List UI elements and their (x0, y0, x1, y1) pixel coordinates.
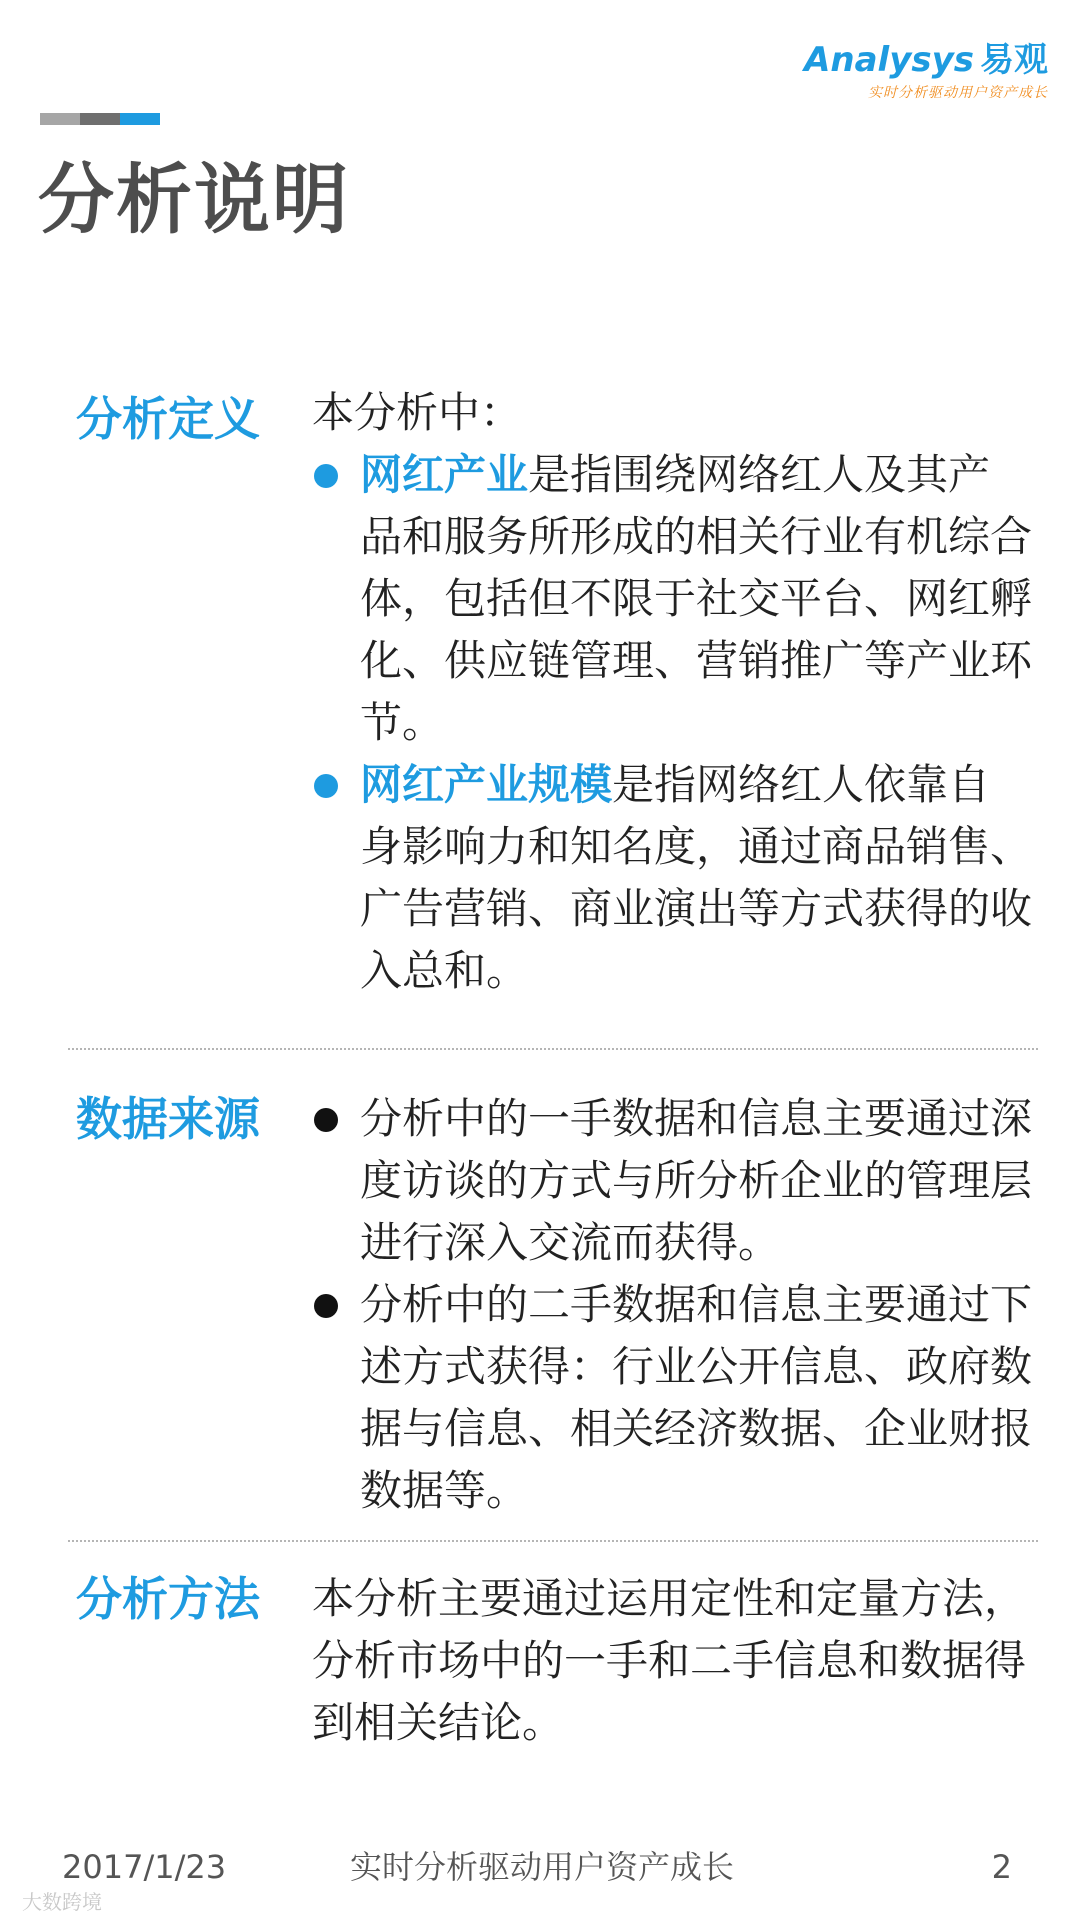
accent-bar-blue (120, 113, 160, 125)
source-item (312, 1088, 1032, 1274)
bullet-icon (314, 774, 338, 798)
footer-slogan: 实时分析驱动用户资产成长 (350, 1848, 735, 1886)
definition-item (312, 444, 1032, 754)
source-item (312, 1274, 1032, 1522)
definition-term: 网红产业规模 (360, 760, 613, 809)
section-label-source: 数据来源 (76, 1092, 260, 1146)
logo-wordmark (804, 40, 1048, 80)
section-divider (68, 1048, 1038, 1050)
definition-item (312, 754, 1032, 1002)
source-text: 分析中的二手数据和信息主要通过下述方式获得：行业公开信息、政府数据与信息、相关经济数据、企业财报数据等。 (360, 1280, 1033, 1515)
page-footer (0, 1842, 1080, 1892)
section-divider (68, 1540, 1038, 1542)
method-text: 本分析主要通过运用定性和定量方法，分析市场中的一手和二手信息和数据得到相关结论。 (312, 1574, 1027, 1747)
logo-text: Analysys (804, 40, 974, 80)
bullet-icon (314, 464, 338, 488)
header-accent-bar (40, 113, 160, 125)
section-label-definition: 分析定义 (76, 392, 260, 446)
definition-text: 是指围绕网络红人及其产品和服务所形成的相关行业有机综合体，包括但不限于社交平台、网红孵化、供应链管理、营销推广等产业环节。 (360, 450, 1033, 747)
bullet-icon (314, 1294, 338, 1318)
section-body-source (312, 1088, 1032, 1522)
logo-cn: 易观 (980, 40, 1048, 80)
brand-logo (804, 40, 1048, 102)
definition-term: 网红产业 (360, 450, 529, 499)
page-title: 分析说明 (38, 155, 350, 244)
definition-text: 是指网络红人依靠自身影响力和知名度，通过商品销售、广告营销、商业演出等方式获得的收入总和。 (360, 760, 1033, 995)
definition-intro: 本分析中： (312, 388, 523, 437)
bullet-icon (314, 1108, 338, 1132)
section-body-method (312, 1568, 1032, 1754)
footer-date: 2017/1/23 (62, 1848, 227, 1886)
watermark: 大数跨境 (22, 1890, 102, 1914)
logo-tagline: 实时分析驱动用户资产成长 (868, 85, 1048, 101)
footer-page-number: 2 (991, 1848, 1012, 1886)
section-body-definition (312, 382, 1032, 1002)
accent-bar-gray-light (40, 113, 80, 125)
section-label-method: 分析方法 (76, 1572, 260, 1626)
source-text: 分析中的一手数据和信息主要通过深度访谈的方式与所分析企业的管理层进行深入交流而获得。 (360, 1094, 1033, 1267)
accent-bar-gray-dark (80, 113, 120, 125)
